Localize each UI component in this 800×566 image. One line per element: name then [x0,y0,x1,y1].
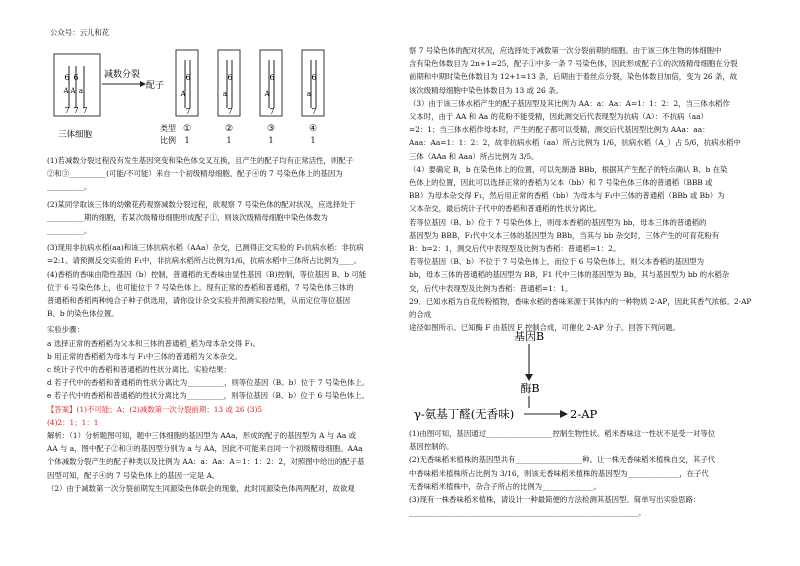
q3-line-2: =2:1。请预测反交实验的 F₁中，非抗病水稻所占比例为1/6，抗病水稻中三体所占比例为____。 [47,256,361,266]
step-c: c 统计子代中的香稻和普通稻的性状分离比。实验结果： [47,365,231,375]
right-line-7: =2：1；当三体水稻作母本时，产生的配子都可以受精，测交后代基因型比例为 AAa：aa： [409,125,710,135]
q2-line-1: (2)某同学取该三体的幼嫩花药观察减数分裂过程，欲观察 7 号染色体的配对状况，应选择处于 [47,199,356,209]
enzyme-b-label: 酶B [520,382,540,395]
right-line-1: 察 7 号染色体的配对状况，应选择处于减数第一次分裂前期的细胞。由于该三体生物的体细胞中 [409,46,722,55]
q1-line-2: ②和③__________(可能/不可能）来自一个初级精母细胞，配子④的 7 号染色体上的基因为 [47,169,343,179]
result-d: d 若子代中的香稻和普通稻的性状分离比为__________，则等位基因（B、b）位于 7 号染色体上。 [47,378,370,388]
answer-line-2: (4)2：1；1：1 [47,417,99,427]
step-b: b 用正常的香稻稻为母本与 F₁中三体的普通稻为父本杂交。 [47,351,242,361]
cell-chrom-bottom-1: 7 [64,106,70,115]
svg-text:6: 6 [311,73,317,82]
right-line-13: 父本杂交，最后统计子代中的香稻和普通稻的性状分离比。 [409,204,602,214]
right-line-10: （4）要确定 B，b 在染色体上的位置，可以先制备 BBb，根据其产生配子的特点确认 B、b 在染 [409,164,728,174]
arrow-label: 减数分裂 [104,70,141,80]
r-q2-line-1: (2)无香味稻米植株的基因型共有__________________种。让一株无香味稻米植株自交，其子代 [409,455,716,465]
product-label: 2-AP [570,407,598,421]
substrate-label: γ-氨基丁醛(无香味) [414,407,515,421]
type-label: 类型 [160,124,176,133]
step-a: a 选择正常的香稻稻为父本和三体的普通稻_稻为母本杂交得 F₁。 [47,338,261,348]
right-line-19: 交，后代中表现型及比例为香稻：普通稻=1：1。 [409,283,573,293]
cell-caption: 三体细胞 [58,130,93,140]
svg-text:A: A [180,90,186,98]
cell-chrom-bottom-2: 7 [73,106,79,115]
type-1: ① [182,124,192,134]
right-column [409,44,754,334]
type-2: ② [224,124,234,134]
gamete-label: 配子 [146,81,165,91]
right-line-16: B：b=2：1，测交后代中表现型及比例为香稻：普通稻=1：2。 [409,244,621,254]
cell-chrom-top-1: 6 [64,73,70,82]
svg-text:A: A [264,90,270,98]
q4-line-4: B、b 的染色体位置。 [47,309,119,319]
right-line-8: Aaa：Aa=1：1：2：2，故非抗病水稻（aa）所占比例为 1/6，抗病水稻（A_）占 5/6，抗病水稻中 [409,138,741,148]
cell-gene-2: A [70,87,76,95]
ratio-4: 1 [310,136,316,145]
gamete-3 [260,50,282,116]
q2-line-3: __________。 [47,226,92,236]
r-q3-line-2: ______________________________________________________________。 [409,508,646,518]
ratio-2: 1 [226,136,232,145]
right-line-20: 29．已知水稻为自花传粉植物，香味水稻的香味来源于其体内的一种物质 2-AP，因此其香气浓郁。2-AP 的合成 [409,296,752,320]
cell-chrom-top-2: 6 [73,73,79,82]
analysis-line-5: （2）由于减数第一次分裂前期发生同源染色体联会的现象，此时同源染色体两两配对，故欲观 [47,483,355,493]
ratio-label: 比例 [160,136,176,145]
ratio-3: 1 [268,136,274,145]
right-line-4: 该次级精母细胞中染色体数目为 13 或 26 条。 [409,85,563,95]
gamete-2 [218,50,240,116]
right-line-3: 前期和中期时染色体数目为 12+1=13 条，后期由于着丝点分裂，染色体数目加倍，变为 26 条，故 [409,72,738,82]
svg-text:6: 6 [227,73,233,82]
analysis-line-2: AA 与 a，图中配子②和③的基因型分别为 a 与 AA，因此不可能来自同一个初级精母细胞。AAa [47,444,363,454]
analysis-line-1: 解析：（1）分析题图可知，题中三体细胞的基因型为 AAa，形成的配子的基因型为 A 与 Aa 或 [47,431,356,441]
r-q3-line-1: (3)现有一株香味稻米植株，请设计一种最简便的方法检测其基因型。简单写出实验思路： [409,495,701,505]
svg-text:6: 6 [185,73,191,82]
answer-line: 【答案】(1)不可能；A；(2)减数第一次分裂前期；13 或 26 (3)5 [47,404,263,414]
r-q2-line-3: 无香味稻米植株中，杂合子所占的比例为______________。 [409,481,602,491]
page-header: 公众号：云儿和花 [50,28,110,37]
right-line-15: 基因型为 BBB，F₁代中父本三体的基因型为 BBb，当其与 bb 杂交时，三体产生的可育花粉有 [409,230,720,240]
right-line-5: （3）由于该三体水稻产生的配子基因型及其比例为 AA：a：Aa：A=1：1：2：2，当三体水稻作 [409,98,730,108]
q4-line-2: 位于 6 号染色体上，也可能位于 7 号染色体上。现有正常的香稻和普通稻，7 号染色体三体的 [47,282,354,292]
type-3: ③ [266,124,276,134]
left-column [47,154,392,495]
r-q2-line-2: 中香味稻米植株所占比例为 3/16，则该无香味稻米植株的基因型为______________，在子代 [409,468,709,478]
r-q1-line-2: 基因控制的。 [409,442,454,452]
gamete-1 [176,50,198,116]
analysis-line-4: 因型可知，配子④的 7 号染色体上的基因一定是 A。 [47,470,220,480]
cell-gene-1: A [63,87,69,95]
gamete-4 [302,50,324,116]
cell-chrom-bottom-3: 7 [82,106,88,115]
gene-b-label: 基因B [513,330,545,343]
right-line-12: BB）为母本杂交得 F₁，然后用正常的香稻（bb）为母本与 F₁中三体的普通稻（BBb 或 Bb）为 [409,191,725,201]
right-line-6: 父本时，由于 AA 和 Aa 的花粉不能受精，因此测交后代表现型为抗病（A）：不抗病（aa） [409,112,708,122]
q1-line-3: __________。 [47,182,92,192]
right-line-11: 色体上的位置，因此可以选择正常的香稻为父本（bb）和 7 号染色体三体的普通稻（BBB 或 [409,178,713,188]
right-line-21: 途径如图所示。已知酶 F 由基因 F 控制合成，可催化 2-AP 分子。回答下列问题。 [409,323,680,333]
result-e: e 若子代中的香稻和普通稻的性状分离比为__________，则等位基因（B、b）位于 6 号染色体上。 [47,391,369,401]
svg-text:6: 6 [269,73,275,82]
cell-gene-3: a [78,87,84,95]
svg-text:a: a [306,90,312,98]
steps-title: 实验步骤： [47,325,84,335]
ratio-1: 1 [184,136,190,145]
pathway-diagram [412,326,632,426]
type-4: ④ [308,124,318,134]
q4-line-1: (4)香稻的香味由隐性基因（b）控制，普通稻的无香味由显性基因（B)控制，等位基因 B、b 可能 [47,269,367,279]
q4-line-3: 普通稻和香稻两种纯合子种子供选用，请你设计杂交实验并预测实验结果，从而定位等位基因 [47,296,351,306]
right-line-9: 三体（AAa 和 Aaa）所占比例为 3/5。 [409,151,539,161]
right-line-2: 含有染色体数目为 2n+1=25，配子①中多一条 7 号染色体，因此形成配子①的次级精母细胞在分裂 [409,59,738,69]
q3-line-1: (3)现用非抗病水稻(aa)和该三体抗病水稻（AAa）杂交，已测得正交实验的 F₁抗病水稻：非抗病 [47,243,364,253]
right-line-17: 若等位基因（B、b）不位于 7 号染色体上，而位于 6 号染色体上，则父本香稻的基因型为 [409,257,705,267]
svg-text:7: 7 [269,107,275,116]
svg-text:7: 7 [311,107,317,116]
svg-text:a: a [222,90,228,98]
q1-line-1: (1)若减数分裂过程没有发生基因突变和染色体交叉互换，且产生的配子均有正常活性，则配子 [47,156,354,165]
analysis-line-3: 个体减数分裂产生的配子种类以及比例为 AA：a：Aa：A＝1：1：2：2，对照图中给出的配子基 [47,457,365,467]
meiosis-diagram [52,44,372,149]
r-q1-line-1: (1)由图可知，基因通过__________________控制生物性状。稻米香味这一性状不是受一对等位 [409,429,716,438]
svg-text:7: 7 [185,107,191,116]
q2-line-2: __________期的细胞，若某次级精母细胞形成配子①，则该次级精母细胞中染色体数为 [47,212,328,222]
svg-text:7: 7 [227,107,233,116]
right-questions [409,427,754,519]
right-line-14: 若等位基因（B、b）位于 7 号染色体上，则母本香稻的基因型为 bb，母本三体的普通稻的 [409,217,707,227]
right-line-18: bb，母本三体的普通稻的基因型为 BB，F1 代中三体的基因型为 Bb，其与基因型为 bb 的水稻杂 [409,270,730,280]
